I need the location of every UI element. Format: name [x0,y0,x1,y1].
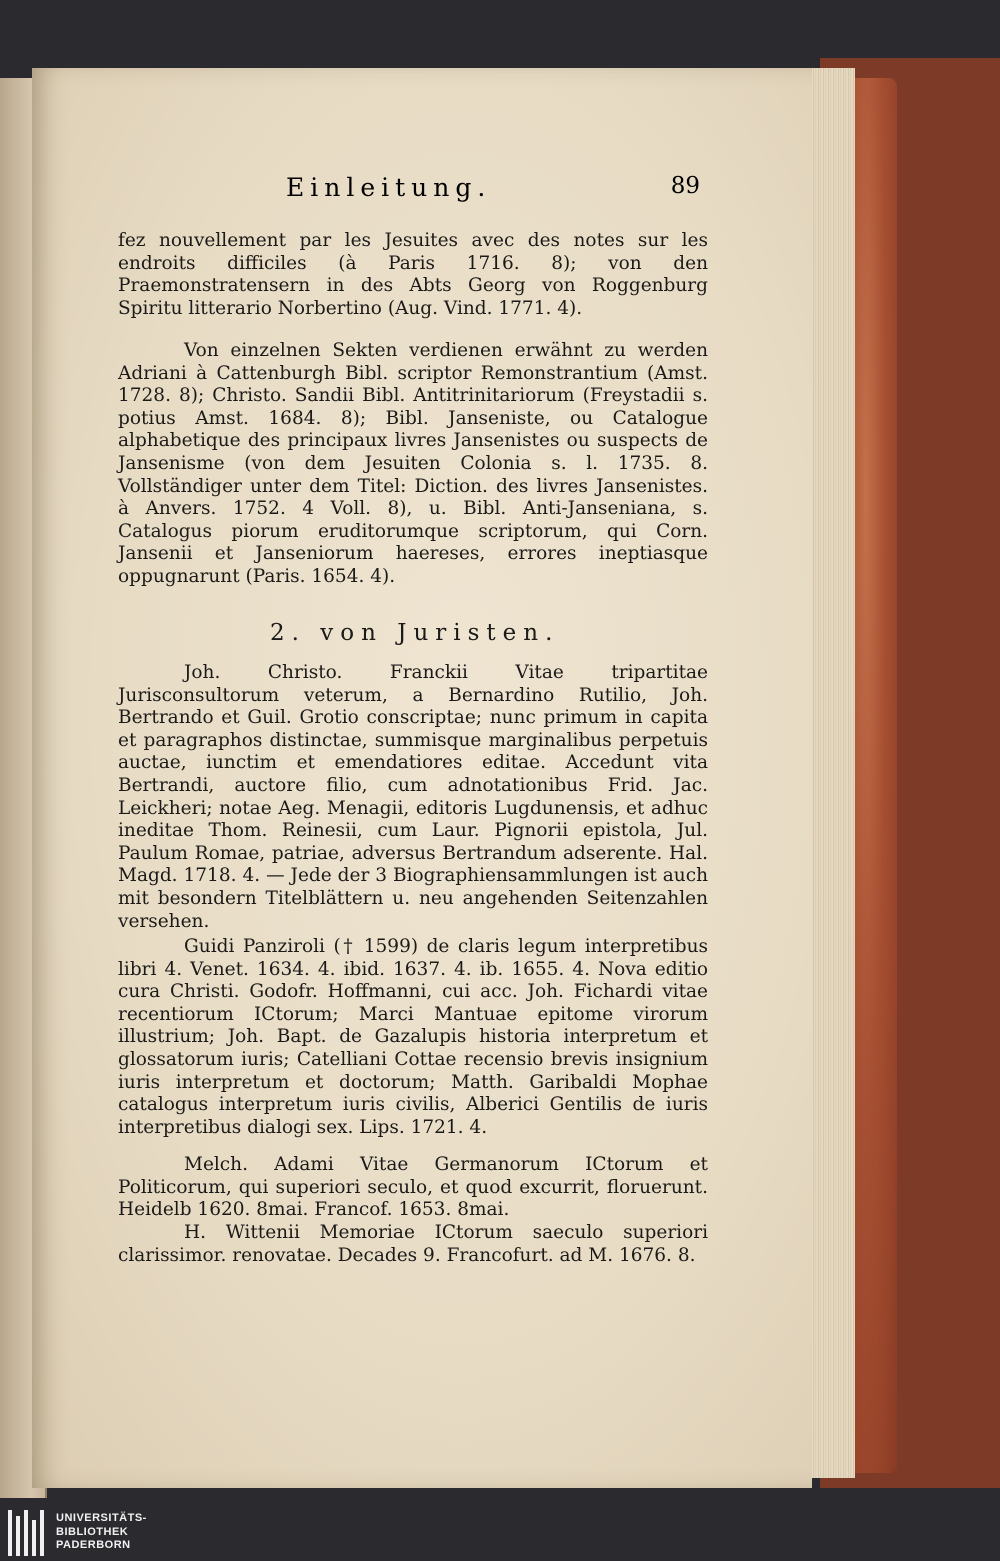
library-logo [6,1510,146,1556]
paragraph-wittenii: H. Wittenii Memoriae ICtorum saeculo superiori clarissimor. renovatae. Decades 9. Francofurt. ad M. 1676. 8. [118,1222,708,1266]
logo-mark-icon [6,1510,48,1556]
logo-line-3: PADERBORN [56,1539,131,1551]
paragraph-sects: Von einzelnen Sekten verdienen erwähnt zu werden Adriani à Cattenburgh Bibl. scriptor Remonstrantium (Amst. 1728. 8); Christo. Sandii Bibl. Antitrinitariorum (Freystadii s. potius Amst. 1684. 8); Bibl. Janseniste, ou Catalogue alphabetique des principaux livres Jansenistes ou suspects de Jansenisme (von dem Jesuiten Colonia s. l. 1735. 8. Vollständiger unter dem Titel: Diction. des livres Jansenistes. à Anvers. 1752. 4 Voll. 8), u. Bibl. Anti-Janseniana, s. Catalogus piorum eruditorumque scriptorum, qui Corn. Jansenii et Janseniorum haereses, errores ineptiasque oppugnarunt (Paris. 1654. 4). [118,340,708,587]
logo-text [56,1512,147,1553]
paragraph-panziroli: Guidi Panziroli († 1599) de claris legum interpretibus libri 4. Venet. 1634. 4. ibid. 1637. 4. ib. 1655. 4. Nova editio cura Christi. Godofr. Hoffmanni, cui acc. Joh. Fichardi vitae recentiorum ICtorum; Marci Mantuae epitome virorum illustrium; Joh. Bapt. de Gazalupis historia interpretum et glossatorum iuris; Catelliani Cottae recensio brevis insignium iuris interpretum et doctorum; Matth. Garibaldi Mophae catalogus interpretum iuris civilis, Alberici Gentilis de iuris interpretibus dialogi sex. Lips. 1721. 4. [118,936,708,1138]
logo-line-1: UNIVERSITÄTS- [56,1512,147,1524]
page-header [118,173,708,203]
paragraph-continuation: fez nouvellement par les Jesuites avec des notes sur les endroits difficiles (à Paris 1716. 8); von den Praemonstratensern in des Abts Georg von Roggenburg Spiritu litterario Norbertino (Aug. Vind. 1771. 4). [118,230,708,319]
section-heading: 2. von Juristen. [270,620,560,646]
paragraph-adami: Melch. Adami Vitae Germanorum ICtorum et Politicorum, qui superiori seculo, et quod excurrit, floruerunt. Heidelb 1620. 8mai. Francof. 1653. 8mai. [118,1154,708,1221]
logo-line-2: BIBLIOTHEK [56,1525,129,1538]
paragraph-franckii: Joh. Christo. Franckii Vitae tripartitae Jurisconsultorum veterum, a Bernardino Rutilio, Joh. Bertrando et Guil. Grotio conscriptae; nunc primum in capita et paragraphos distinctae, summisque marginalibus perpetuis auctae, iunctim et emendatiores editae. Accedunt vita Bertrandi, auctore filio, cum adnotationibus Frid. Jac. Leickheri; notae Aeg. Menagii, editoris Lugdunensis, et adhuc ineditae Thom. Reinesii, cum Laur. Pignorii epistola, Jul. Paulum Romae, patriae, adversus Bertrandum adserente. Hal. Magd. 1718. 4. — Jede der 3 Biographiensammlungen ist auch mit besondern Titelblättern u. neu angehenden Seitenzahlen versehen. [118,662,708,932]
page-content [0,58,1000,1488]
page-number: 89 [670,173,700,199]
running-head: Einleitung. [286,173,492,202]
